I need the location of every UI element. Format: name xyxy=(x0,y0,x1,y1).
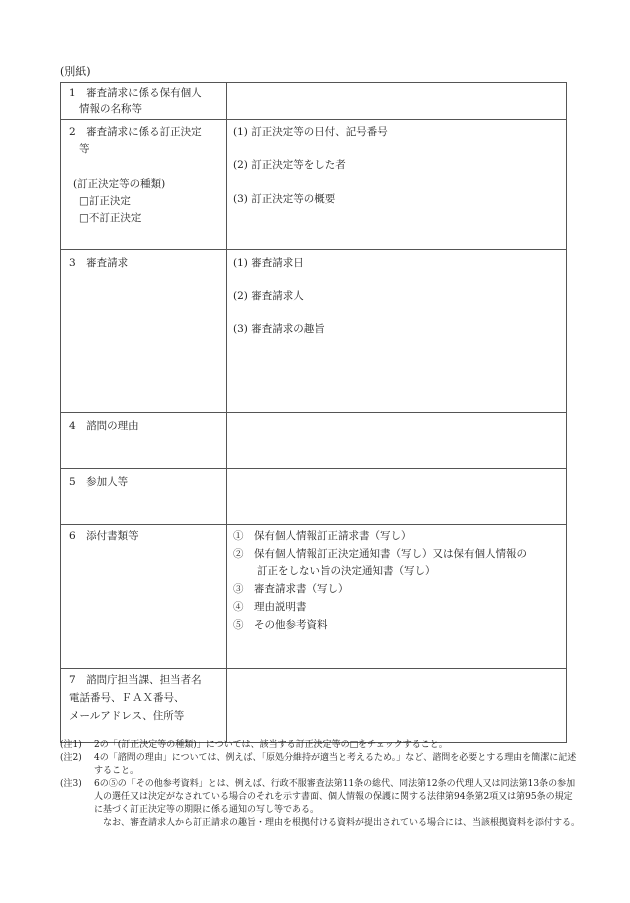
row5-label-cell xyxy=(61,469,227,525)
correction-kind-title: (訂正決定等の種類) xyxy=(73,178,166,190)
row6-item-2: ② 保有個人情報訂正決定通知書（写し）又は保有個人情報の xyxy=(233,548,527,560)
note-3-text-2: なお、審査請求人から訂正請求の趣旨・理由を根拠付ける資料が提出されている場合には、当該根拠資料を添付する。 xyxy=(103,818,581,828)
row1-label-line1: 1 審査請求に係る保有個人 xyxy=(69,87,202,99)
row6-item-3: ③ 審査請求書（写し） xyxy=(233,583,349,595)
row6-item-4: ④ 理由説明書 xyxy=(233,601,307,613)
note-2-head: (注2) xyxy=(60,753,82,763)
row3-label: 3 審査請求 xyxy=(69,257,129,269)
table-row-7 xyxy=(61,669,567,743)
row6-item-1: ① 保有個人情報訂正請求書（写し） xyxy=(233,530,412,542)
checkbox-correction-decision[interactable]: □訂正決定 xyxy=(79,195,131,207)
row2-item-3: (3) 訂正決定等の概要 xyxy=(233,193,336,205)
row2-item-1: (1) 訂正決定等の日付、記号番号 xyxy=(233,126,388,138)
row4-label: 4 諮問の理由 xyxy=(69,420,139,432)
table-row-6 xyxy=(61,525,567,669)
row7-label-line3: メールアドレス、住所等 xyxy=(69,710,185,722)
row6-value-cell[interactable] xyxy=(227,525,567,669)
row7-label-line1: 7 諮問庁担当課、担当者名 xyxy=(69,674,202,686)
note-3-text: 6の⑤の「その他参考資料」とは、例えば、行政不服審査法第11条の総代、同法第12条の代理人又は同法第13条の参加人の選任又は決定がなされている場合のそれを示す書面、個人情報の保護に関する法律第94条第2項又は第95条の規定に基づく訂正決定等の期限に係る通知の写し等である。 xyxy=(94,779,576,815)
row3-item-3: (3) 審査請求の趣旨 xyxy=(233,323,325,335)
row7-label-cell xyxy=(61,669,227,743)
row6-label: 6 添付書類等 xyxy=(69,530,139,542)
row2-label-cell xyxy=(61,120,227,250)
table-row-3 xyxy=(61,250,567,413)
row3-value-cell[interactable] xyxy=(227,250,567,413)
note-2 xyxy=(60,752,580,778)
row7-value-cell[interactable] xyxy=(227,669,567,743)
row3-label-cell xyxy=(61,250,227,413)
note-3-head: (注3) xyxy=(60,779,82,789)
row1-label-cell xyxy=(61,83,227,120)
table-row-1 xyxy=(61,83,567,120)
row2-value-cell[interactable] xyxy=(227,120,567,250)
note-1 xyxy=(60,739,580,752)
row2-label-line1: 2 審査請求に係る訂正決定 xyxy=(69,126,202,138)
row5-label: 5 参加人等 xyxy=(69,476,129,488)
note-3 xyxy=(60,778,580,830)
row7-label-line2: 電話番号、ＦＡＸ番号、 xyxy=(69,692,185,704)
note-1-head: (注1) xyxy=(60,740,82,750)
row4-value-cell[interactable] xyxy=(227,413,567,469)
table-row-5 xyxy=(61,469,567,525)
notes-section xyxy=(60,739,580,830)
row6-label-cell xyxy=(61,525,227,669)
row5-value-cell[interactable] xyxy=(227,469,567,525)
row6-item-5: ⑤ その他参考資料 xyxy=(233,619,328,631)
row1-label-line2: 情報の名称等 xyxy=(79,103,142,115)
row3-item-2: (2) 審査請求人 xyxy=(233,290,304,302)
row1-value-cell[interactable] xyxy=(227,83,567,120)
row4-label-cell xyxy=(61,413,227,469)
row3-item-1: (1) 審査請求日 xyxy=(233,257,304,269)
checkbox-non-correction-decision[interactable]: □不訂正決定 xyxy=(79,212,142,224)
row2-item-2: (2) 訂正決定等をした者 xyxy=(233,159,346,171)
row6-item-2-cont: 訂正をしない旨の決定通知書（写し） xyxy=(257,565,436,577)
note-1-text: 2の「(訂正決定等の種類)」については、該当する訂正決定等の□をチェックすること。 xyxy=(94,740,448,750)
table-row-4 xyxy=(61,413,567,469)
inquiry-form-table xyxy=(60,82,567,743)
note-2-text: 4の「諮問の理由」については、例えば、「原処分維持が適当と考えるため。」など、諮問を必要とする理由を簡潔に記述すること。 xyxy=(94,753,577,776)
annex-heading: (別紙) xyxy=(60,65,91,78)
table-row-2 xyxy=(61,120,567,250)
row2-label-line2: 等 xyxy=(79,143,90,155)
